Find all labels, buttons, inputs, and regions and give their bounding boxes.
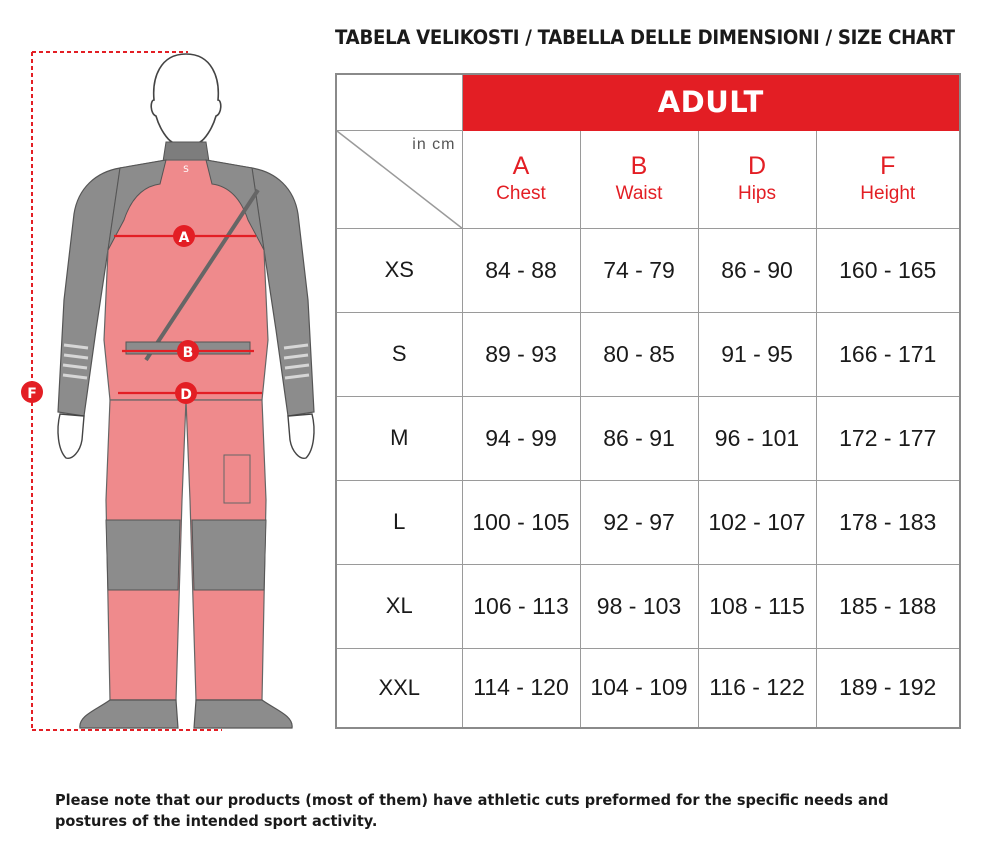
- table-cell: 84 - 88: [462, 228, 580, 312]
- group-header-row: [336, 74, 960, 130]
- head: [151, 54, 221, 152]
- chart-title: TABELA VELIKOSTI / TABELLA DELLE DIMENSIONI / SIZE CHART: [335, 26, 955, 49]
- table-row: [336, 396, 960, 480]
- table-cell: 74 - 79: [580, 228, 698, 312]
- table-cell: 89 - 93: [462, 312, 580, 396]
- thigh-pocket: [224, 455, 250, 503]
- table-cell: 166 - 171: [816, 312, 960, 396]
- table-cell: 98 - 103: [580, 564, 698, 648]
- marker-d: [175, 382, 197, 404]
- table-cell: 102 - 107: [698, 480, 816, 564]
- table-row: [336, 312, 960, 396]
- table-cell: 96 - 101: [698, 396, 816, 480]
- drysuit-figure: [0, 0, 330, 760]
- table-cell: 106 - 113: [462, 564, 580, 648]
- table-cell: 92 - 97: [580, 480, 698, 564]
- col-header-height: F Height: [816, 130, 960, 228]
- size-label: XXL: [336, 648, 462, 728]
- table-cell: 86 - 91: [580, 396, 698, 480]
- table-cell: 116 - 122: [698, 648, 816, 728]
- table-cell: 80 - 85: [580, 312, 698, 396]
- empty-corner-top: [336, 74, 462, 130]
- size-label: XS: [336, 228, 462, 312]
- knee-pads: [106, 520, 266, 590]
- svg-text:B: B: [182, 345, 194, 361]
- table-cell: 104 - 109: [580, 648, 698, 728]
- table-row: [336, 228, 960, 312]
- table-row: [336, 648, 960, 728]
- unit-corner-cell: [336, 130, 462, 228]
- adult-header: ADULT: [462, 74, 960, 130]
- size-label: XL: [336, 564, 462, 648]
- hands: [58, 414, 314, 458]
- table-cell: 86 - 90: [698, 228, 816, 312]
- col-header-hips: D Hips: [698, 130, 816, 228]
- size-label: L: [336, 480, 462, 564]
- boots: [80, 700, 292, 728]
- size-table: [335, 73, 961, 729]
- table-cell: 91 - 95: [698, 312, 816, 396]
- marker-b: [177, 340, 199, 362]
- size-label: S: [336, 312, 462, 396]
- fit-note: Please note that our products (most of them) have athletic cuts preformed for the specific needs and postures of the intended sport activity.: [55, 791, 889, 830]
- table-cell: 94 - 99: [462, 396, 580, 480]
- col-header-waist: B Waist: [580, 130, 698, 228]
- marker-f: [21, 381, 43, 403]
- table-cell: 185 - 188: [816, 564, 960, 648]
- table-cell: 100 - 105: [462, 480, 580, 564]
- table-cell: 160 - 165: [816, 228, 960, 312]
- table-cell: 108 - 115: [698, 564, 816, 648]
- table-cell: 172 - 177: [816, 396, 960, 480]
- marker-a: [173, 225, 195, 247]
- table-cell: 114 - 120: [462, 648, 580, 728]
- table-cell: 189 - 192: [816, 648, 960, 728]
- table-row: [336, 480, 960, 564]
- svg-text:D: D: [180, 387, 192, 403]
- unit-label: in cm: [412, 135, 456, 153]
- col-header-chest: A Chest: [462, 130, 580, 228]
- column-header-row: [336, 130, 960, 228]
- collar-logo: S: [183, 165, 189, 175]
- size-label: M: [336, 396, 462, 480]
- svg-text:F: F: [27, 386, 37, 402]
- table-row: [336, 564, 960, 648]
- svg-text:A: A: [178, 230, 190, 246]
- table-cell: 178 - 183: [816, 480, 960, 564]
